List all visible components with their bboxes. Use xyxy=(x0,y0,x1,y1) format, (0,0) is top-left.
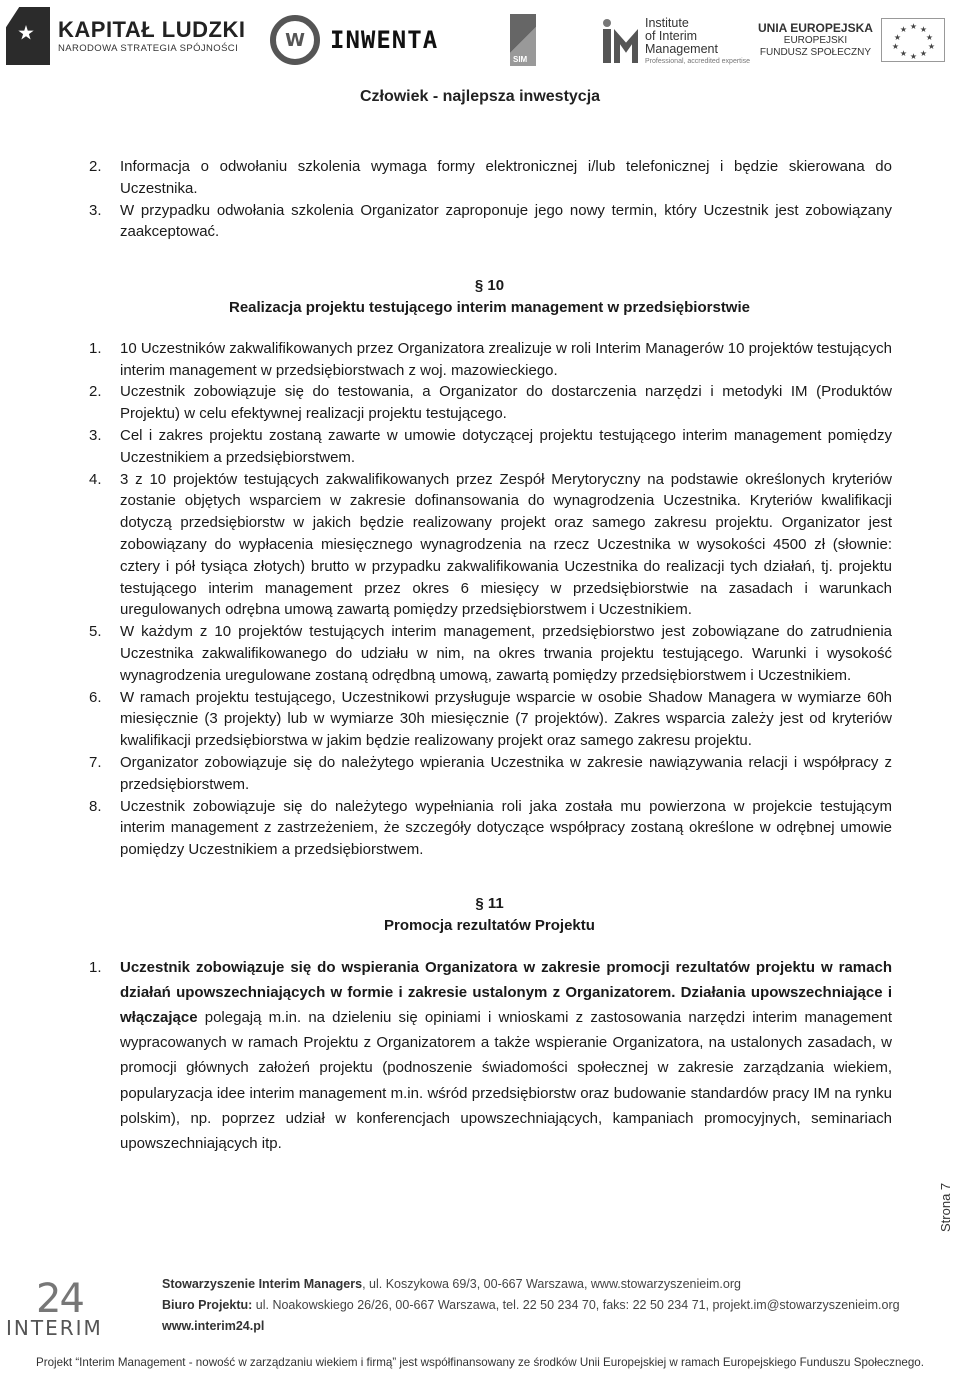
list-item-number: 2. xyxy=(89,383,102,401)
list-item-text: polegają m.in. na dzieleniu się opiniami i wnioskami z zastosowania narzędzi interim management wypracowanych w ramach Projektu z Organizatorem a także wspieranie Organizatora, na ustalonych zasadach, w promocji głównych założeń projektu (podnoszenie świadomości społecznej w zakresie zarządzania wiekiem, popularyzacja idee interim management m.in. wśród przedsiębiorstw oraz budowanie standardów pracy IM na rynku polskim), np. poprzez udział w konferencjach upowszechniających, kampaniach promocyjnych, seminariach upowszechniających itp. xyxy=(120,1008,892,1152)
iim-logo xyxy=(603,16,750,66)
list-item xyxy=(87,469,892,622)
section-11-symbol: § 11 xyxy=(475,894,504,912)
sim-logo xyxy=(510,14,536,66)
iim-emblem-icon xyxy=(603,19,639,63)
sim-emblem-icon xyxy=(510,14,536,66)
iim-tagline: Professional, accredited expertise xyxy=(645,58,751,66)
list-item-text: Uczestnik zobowiązuje się do testowania, a Organizator do dostarczenia narzędzi i metodyki IM (Produktów Projektu) w celu efektywnej realizacji projektu testującego. xyxy=(120,383,892,423)
sim-wordmark: SIM xyxy=(513,55,528,64)
section-11-title: Promocja rezultatów Projektu xyxy=(384,916,595,934)
list-item xyxy=(87,381,892,425)
list-item xyxy=(87,687,892,752)
list-item xyxy=(87,200,892,244)
list-item-number: 3. xyxy=(89,201,102,219)
list-item xyxy=(87,338,892,382)
page-number: Strona 7 xyxy=(938,1182,953,1232)
list-item xyxy=(87,955,892,1157)
list-item-number: 1. xyxy=(89,339,102,357)
iim-line-1: Institute xyxy=(645,15,689,30)
list-item-number: 5. xyxy=(89,623,102,641)
eu-line-2: EUROPEJSKI xyxy=(783,35,848,47)
list-item xyxy=(87,425,892,469)
document-body xyxy=(87,156,892,1156)
kapital-ludzki-emblem-icon xyxy=(6,7,50,65)
page-header xyxy=(0,0,960,115)
eu-line-1: UNIA EUROPEJSKA xyxy=(758,20,873,35)
list-item-number: 6. xyxy=(89,688,102,706)
list-item-text: Organizator zobowiązuje się do należytego wpierania Uczestnika w zakresie nawiązywania relacji i współpracy z przedsiębiorstwem. xyxy=(120,753,892,793)
list-item xyxy=(87,752,892,796)
list-item-number: 7. xyxy=(89,753,102,771)
list-item-text: 3 z 10 projektów testujących zakwalifikowanych przez Zespół Merytoryczny na podstawie określonych kryteriów zostanie objętych wsparciem w zakresie dofinansowania do wynagrodzenia Uczestnika. Kryteriów kwalifikacji dotyczą przedsiębiorstw w jakich będzie realizowany projekt oraz samego zakresu projektu. Organizator jest zobowiązany do wypłacenia miesięcznego wynagrodzenia na rzecz Uczestnika w wysokości 4500 zł (słownie: cztery i pół tysiąca złotych) brutto w przypadku zakwalifikowania Uczestnika do realizacji tych działań, tj. projektu testującego interim management przez okres 6 miesięcy w przedsiębiorstwie na zasadach i warunkach uregulowanych odrębna umową zawartą pomiędzy przedsiębiorstwem i Uczestnikiem. xyxy=(120,470,892,619)
iim-line-2: of Interim xyxy=(645,28,698,43)
inwenta-emblem-icon: W xyxy=(270,15,320,65)
interim24-number: 24 xyxy=(36,1276,83,1322)
interim24-logo xyxy=(6,1276,118,1340)
list-item-text: Uczestnik zobowiązuje się do należytego wypełniania roli jaka została mu powierzona w projekcie testującym interim management z zastrzeżeniem, że szczegóły dotyczące współpracy zostaną określone w odrębnej umowie pomiędzy Uczestnikiem a przedsiębiorstwem. xyxy=(120,797,892,859)
list-item-text: W każdym z 10 projektów testujących interim management, przedsiębiorstwo jest zobowiązane do zatrudnienia Uczestnika zakwalifikowanego do udziału w nim, na okres trwania projektu testującego. Warunki i wysokość wynagrodzenia uregulowane zostaną odrędbną umową, zawartą pomiędzy przedsiębiorstwem i Uczestnikiem. xyxy=(120,623,892,684)
kapital-ludzki-logo xyxy=(6,4,245,68)
kapital-ludzki-subtitle: NARODOWA STRATEGIA SPÓJNOŚCI xyxy=(58,43,239,55)
list-item-text: W ramach projektu testującego, Uczestnikowi przysługuje wsparcie w osobie Shadow Managera w wymiarze 60h miesięcznie (3 projekty) lub w wymiarze 30h miesięcznie (7 projektów). Zakres wsparcia zależy jest od kryteriów kwalifikacji przedsiębiorstwa w jakim będzie realizowany projekt oraz samego zakresu projektu. xyxy=(120,688,892,750)
eu-flag-icon: ★ ★ ★ ★ ★ ★ ★ ★ ★ ★ xyxy=(881,18,945,62)
header-slogan: Człowiek - najlepsza inwestycja xyxy=(359,88,601,105)
list-item-number: 3. xyxy=(89,426,102,444)
footer-line-1: Stowarzyszenie Interim Managers, ul. Koszykowa 69/3, 00-667 Warszawa, www.stowarzyszenieim.org xyxy=(162,1277,741,1291)
page-footer xyxy=(0,1262,960,1374)
kapital-ludzki-title: KAPITAŁ LUDZKI xyxy=(58,16,246,42)
list-item-bold-text: Uczestnik zobowiązuje się do wspierania Organizatora w zakresie promocji rezultatów projektu w ramach działań upowszechniających w formie i zakresie ustalonym z Organizatorem. Działania upowszechniające i włączające xyxy=(120,958,892,1026)
footer-line-3[interactable]: www.interim24.pl xyxy=(162,1319,265,1333)
list-item-text: Informacja o odwołaniu szkolenia wymaga formy elektronicznej i/lub telefonicznej i będzie skierowana do Uczestnika. xyxy=(120,158,892,197)
section-10-symbol: § 10 xyxy=(474,277,505,295)
inwenta-logo xyxy=(270,14,438,66)
list-section-10 xyxy=(87,338,892,861)
list-item-text: W przypadku odwołania szkolenia Organizator zaproponuje jego nowy termin, który Uczestnik jest zobowiązany zaakceptować. xyxy=(120,201,892,241)
footer-contact xyxy=(162,1274,900,1337)
list-item-text: 10 Uczestników zakwalifikowanych przez Organizatora zrealizuje w roli Interim Managerów 10 projektów testujących interim management w przedsiębiorstwach z woj. mazowieckiego. xyxy=(120,339,892,379)
eu-line-3: FUNDUSZ SPOŁECZNY xyxy=(759,46,872,58)
list-section-11 xyxy=(87,955,892,1157)
section-10-title: Realizacja projektu testującego interim management w przedsiębiorstwie xyxy=(229,298,750,316)
list-item-number: 4. xyxy=(89,470,102,488)
inwenta-wordmark: INWENTA xyxy=(330,26,439,54)
list-item xyxy=(87,156,892,200)
footer-line-2: Biuro Projektu: ul. Noakowskiego 26/26, 00-667 Warszawa, tel. 22 50 234 70, faks: 22 50 234 71, projekt.im@stowarzyszenieim.org xyxy=(162,1298,900,1312)
section-10-heading xyxy=(87,275,892,319)
footer-funding-note: Projekt “Interim Management - nowość w zarządzaniu wiekiem i firmą” jest współfinansowany ze środków Unii Europejskiej w ramach Europejskiego Funduszu Społecznego. xyxy=(36,1356,924,1369)
list-item xyxy=(87,796,892,861)
eu-logo xyxy=(758,16,945,64)
iim-line-3: Management xyxy=(645,41,718,56)
list-item-number: 2. xyxy=(89,158,102,175)
section-11-heading xyxy=(87,893,892,937)
list-item-text: Cel i zakres projektu zostaną zawarte w umowie dotyczącej projektu testującego interim management pomiędzy Uczestnikiem a przedsiębiorstwem. xyxy=(120,426,892,466)
interim24-word: INTERIM xyxy=(6,1316,103,1340)
list-item xyxy=(87,621,892,686)
list-item-number: 8. xyxy=(89,797,102,815)
list-item-number: 1. xyxy=(89,958,102,976)
list-section-9-continued xyxy=(87,156,892,243)
